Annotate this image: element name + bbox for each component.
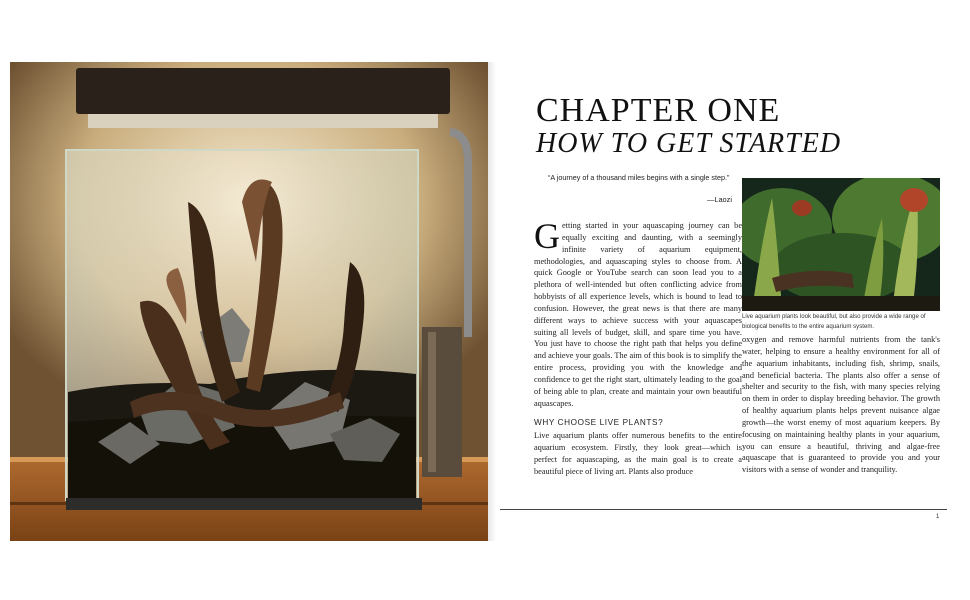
live-plants-paragraph: Live aquarium plants offer numerous benefits to the entire aquarium ecosystem. Firstly, they look great—which is perfect for aquascaping, as the main goal is to create a beautiful piece of living art. Plants also produce [534,431,742,476]
aquarium-illustration [10,62,488,541]
footer-rule [500,509,947,510]
live-plants-continued: oxygen and remove harmful nutrients from the tank's water, helping to ensure a healthy environment for all of the aquarium inhabitants, including fish, shrimp, snails, and beneficial bacteria. The plants also offer a sense of shelter and security to the fish, with many species relying on them in order to display breeding behavior. The growth of healthy aquarium plants helps prevent nuisance algae growth—the worst enemy of most aquarium keepers. By focusing on maintaining healthy plants in your aquarium, you can ensure a beautiful, thriving and algae-free aquascape that is guaranteed to provide you and your visitors with a sense of wonder and tranquility. [742,335,940,475]
intro-text: etting started in your aquascaping journey can be equally exciting and daunting, with a seemingly infinite variety of aquarium equipment, methodologies, and aquascaping styles to choose from. A quick Google or YouTube search can soon lead you to a plethora of well-intended but often conflicting advice from hobbyists of all experience levels, which is bound to lead to confusion. However, the great news is that there are many different ways to achieve success with your aquascapes suiting all levels of budget, skill, and spare time you have. You just have to choose the right path that helps you define and achieve your goals. The aim of this book is to simplify the entire process, providing you with the knowledge and confidence to get the right start, ultimately leading to the goal of being able to plan, create and maintain your own beautiful aquascapes. [534,221,742,408]
epigraph-quote: “A journey of a thousand miles begins with a single step.” [548,173,730,182]
chapter-subtitle: HOW TO GET STARTED [536,128,842,159]
planted-tank-illustration [742,178,940,311]
intro-paragraph [534,216,742,410]
planted-tank-photo [742,178,940,311]
chapter-title: CHAPTER ONE [536,92,781,129]
epigraph-author: —Laozi [706,195,732,204]
drop-cap: G [534,216,560,256]
text-page [496,62,966,541]
aquarium-photo [10,62,488,541]
photo-caption: Live aquarium plants look beautiful, but also provide a wide range of biological benefits to the entire aquarium system. [742,313,926,330]
section-heading: WHY CHOOSE LIVE PLANTS? [534,417,664,427]
right-column [742,334,940,476]
page-gutter [488,62,496,541]
left-column [534,216,742,478]
page-number: 1 [936,514,940,520]
book-spread [10,62,966,541]
